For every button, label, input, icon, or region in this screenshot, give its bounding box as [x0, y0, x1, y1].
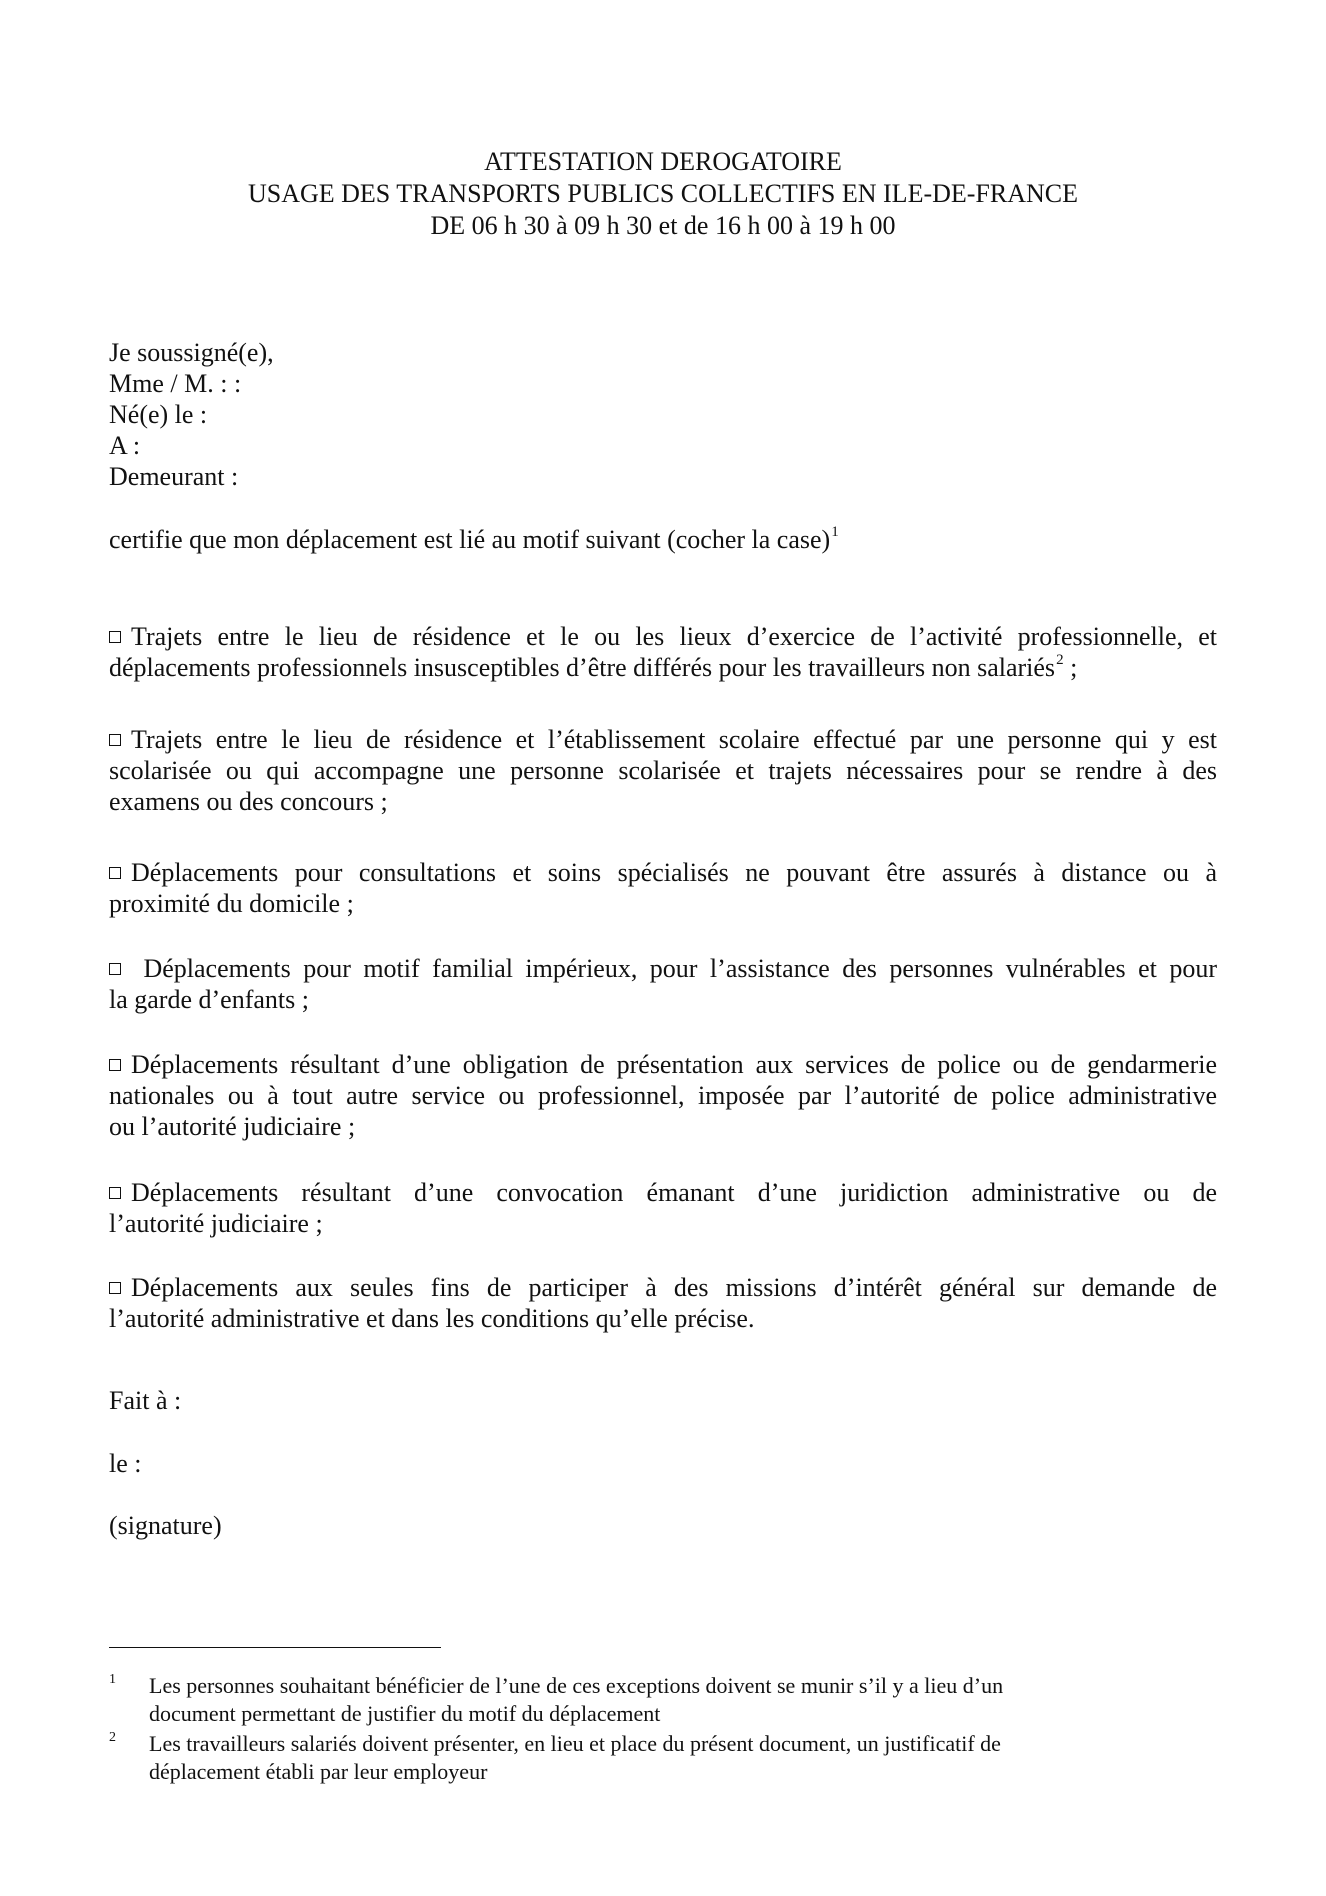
option-line: nationales ou à tout autre service ou professionnel, imposée par l’autorité de police administrative — [109, 1081, 1217, 1110]
checkbox[interactable] — [109, 631, 121, 643]
option-line: Déplacements résultant d’une obligation de présentation aux services de police ou de gendarmerie — [109, 1049, 1217, 1080]
footnote-ref-2: 2 — [1056, 652, 1064, 668]
option-summons — [109, 1177, 1217, 1239]
option-line: proximité du domicile ; — [109, 889, 354, 918]
option-police — [109, 1049, 1217, 1142]
footnote-separator — [109, 1647, 441, 1648]
option-line: Trajets entre le lieu de résidence et l’établissement scolaire effectué par une personne qui y est — [109, 724, 1217, 755]
option-school — [109, 724, 1217, 817]
certify-statement — [109, 524, 839, 560]
footnote-text: Les personnes souhaitant bénéficier de l’une de ces exceptions doivent se munir s’il y a lieu d’un document permettant de justifier du motif du déplacement — [149, 1673, 1004, 1726]
checkbox[interactable] — [109, 867, 121, 879]
option-line: Déplacements aux seules fins de participer à des missions d’intérêt général sur demande de — [109, 1272, 1217, 1303]
identity-block — [109, 337, 274, 492]
name-field: Mme / M. : : — [109, 369, 242, 398]
option-line: Déplacements pour motif familial impérieux, pour l’assistance des personnes vulnérables et pour — [109, 953, 1217, 984]
option-medical — [109, 857, 1217, 919]
option-line: ou l’autorité judiciaire ; — [109, 1112, 356, 1141]
footnote-number: 2 — [109, 1730, 116, 1745]
footnote-number: 1 — [109, 1672, 116, 1687]
option-line: déplacements professionnels insusceptibles d’être différés pour les travailleurs non salariés$^2$ ; — [109, 652, 1078, 682]
footnote-text: Les travailleurs salariés doivent présenter, en lieu et place du présent document, un justificatif de déplacement établi par leur employeur — [149, 1731, 1001, 1784]
option-family — [109, 953, 1217, 1015]
header-schedule: DE 06 h 30 à 09 h 30 et de 16 h 00 à 19 h 00 — [430, 211, 896, 240]
option-line: l’autorité judiciaire ; — [109, 1209, 323, 1238]
header-title: ATTESTATION DEROGATOIRE — [484, 147, 842, 176]
document-header — [0, 146, 1326, 242]
certify-text: certifie que mon déplacement est lié au motif suivant (cocher la case) — [109, 525, 831, 554]
option-line: Déplacements résultant d’une convocation émanant d’une juridiction administrative ou de — [109, 1177, 1217, 1208]
checkbox[interactable] — [109, 1187, 121, 1199]
checkbox[interactable] — [109, 734, 121, 746]
header-subtitle: USAGE DES TRANSPORTS PUBLICS COLLECTIFS EN ILE-DE-FRANCE — [247, 179, 1079, 208]
birthdate-field: Né(e) le : — [109, 400, 208, 429]
option-line: Déplacements pour consultations et soins spécialisés ne pouvant être assurés à distance ou à — [109, 857, 1217, 888]
option-line: la garde d’enfants ; — [109, 985, 309, 1014]
checkbox[interactable] — [109, 1282, 121, 1294]
footnote-ref-1: 1 — [831, 524, 839, 540]
signature-field: (signature) — [109, 1511, 222, 1540]
option-line: examens ou des concours ; — [109, 787, 388, 816]
option-line: scolarisée ou qui accompagne une personne scolarisée et trajets nécessaires pour se rendre à des — [109, 756, 1217, 785]
checkbox[interactable] — [109, 1059, 121, 1071]
option-work-commute — [109, 621, 1217, 688]
date-field: le : — [109, 1449, 142, 1478]
address-field: Demeurant : — [109, 462, 239, 491]
signed-line: Je soussigné(e), — [109, 338, 274, 367]
birthplace-field: A : — [109, 431, 141, 460]
checkbox[interactable] — [109, 963, 121, 975]
made-at-field: Fait à : — [109, 1386, 182, 1415]
option-line: l’autorité administrative et dans les conditions qu’elle précise. — [109, 1304, 755, 1333]
option-general-interest — [109, 1272, 1217, 1334]
option-line: Trajets entre le lieu de résidence et le ou les lieux d’exercice de l’activité professionnelle, et — [109, 621, 1217, 652]
